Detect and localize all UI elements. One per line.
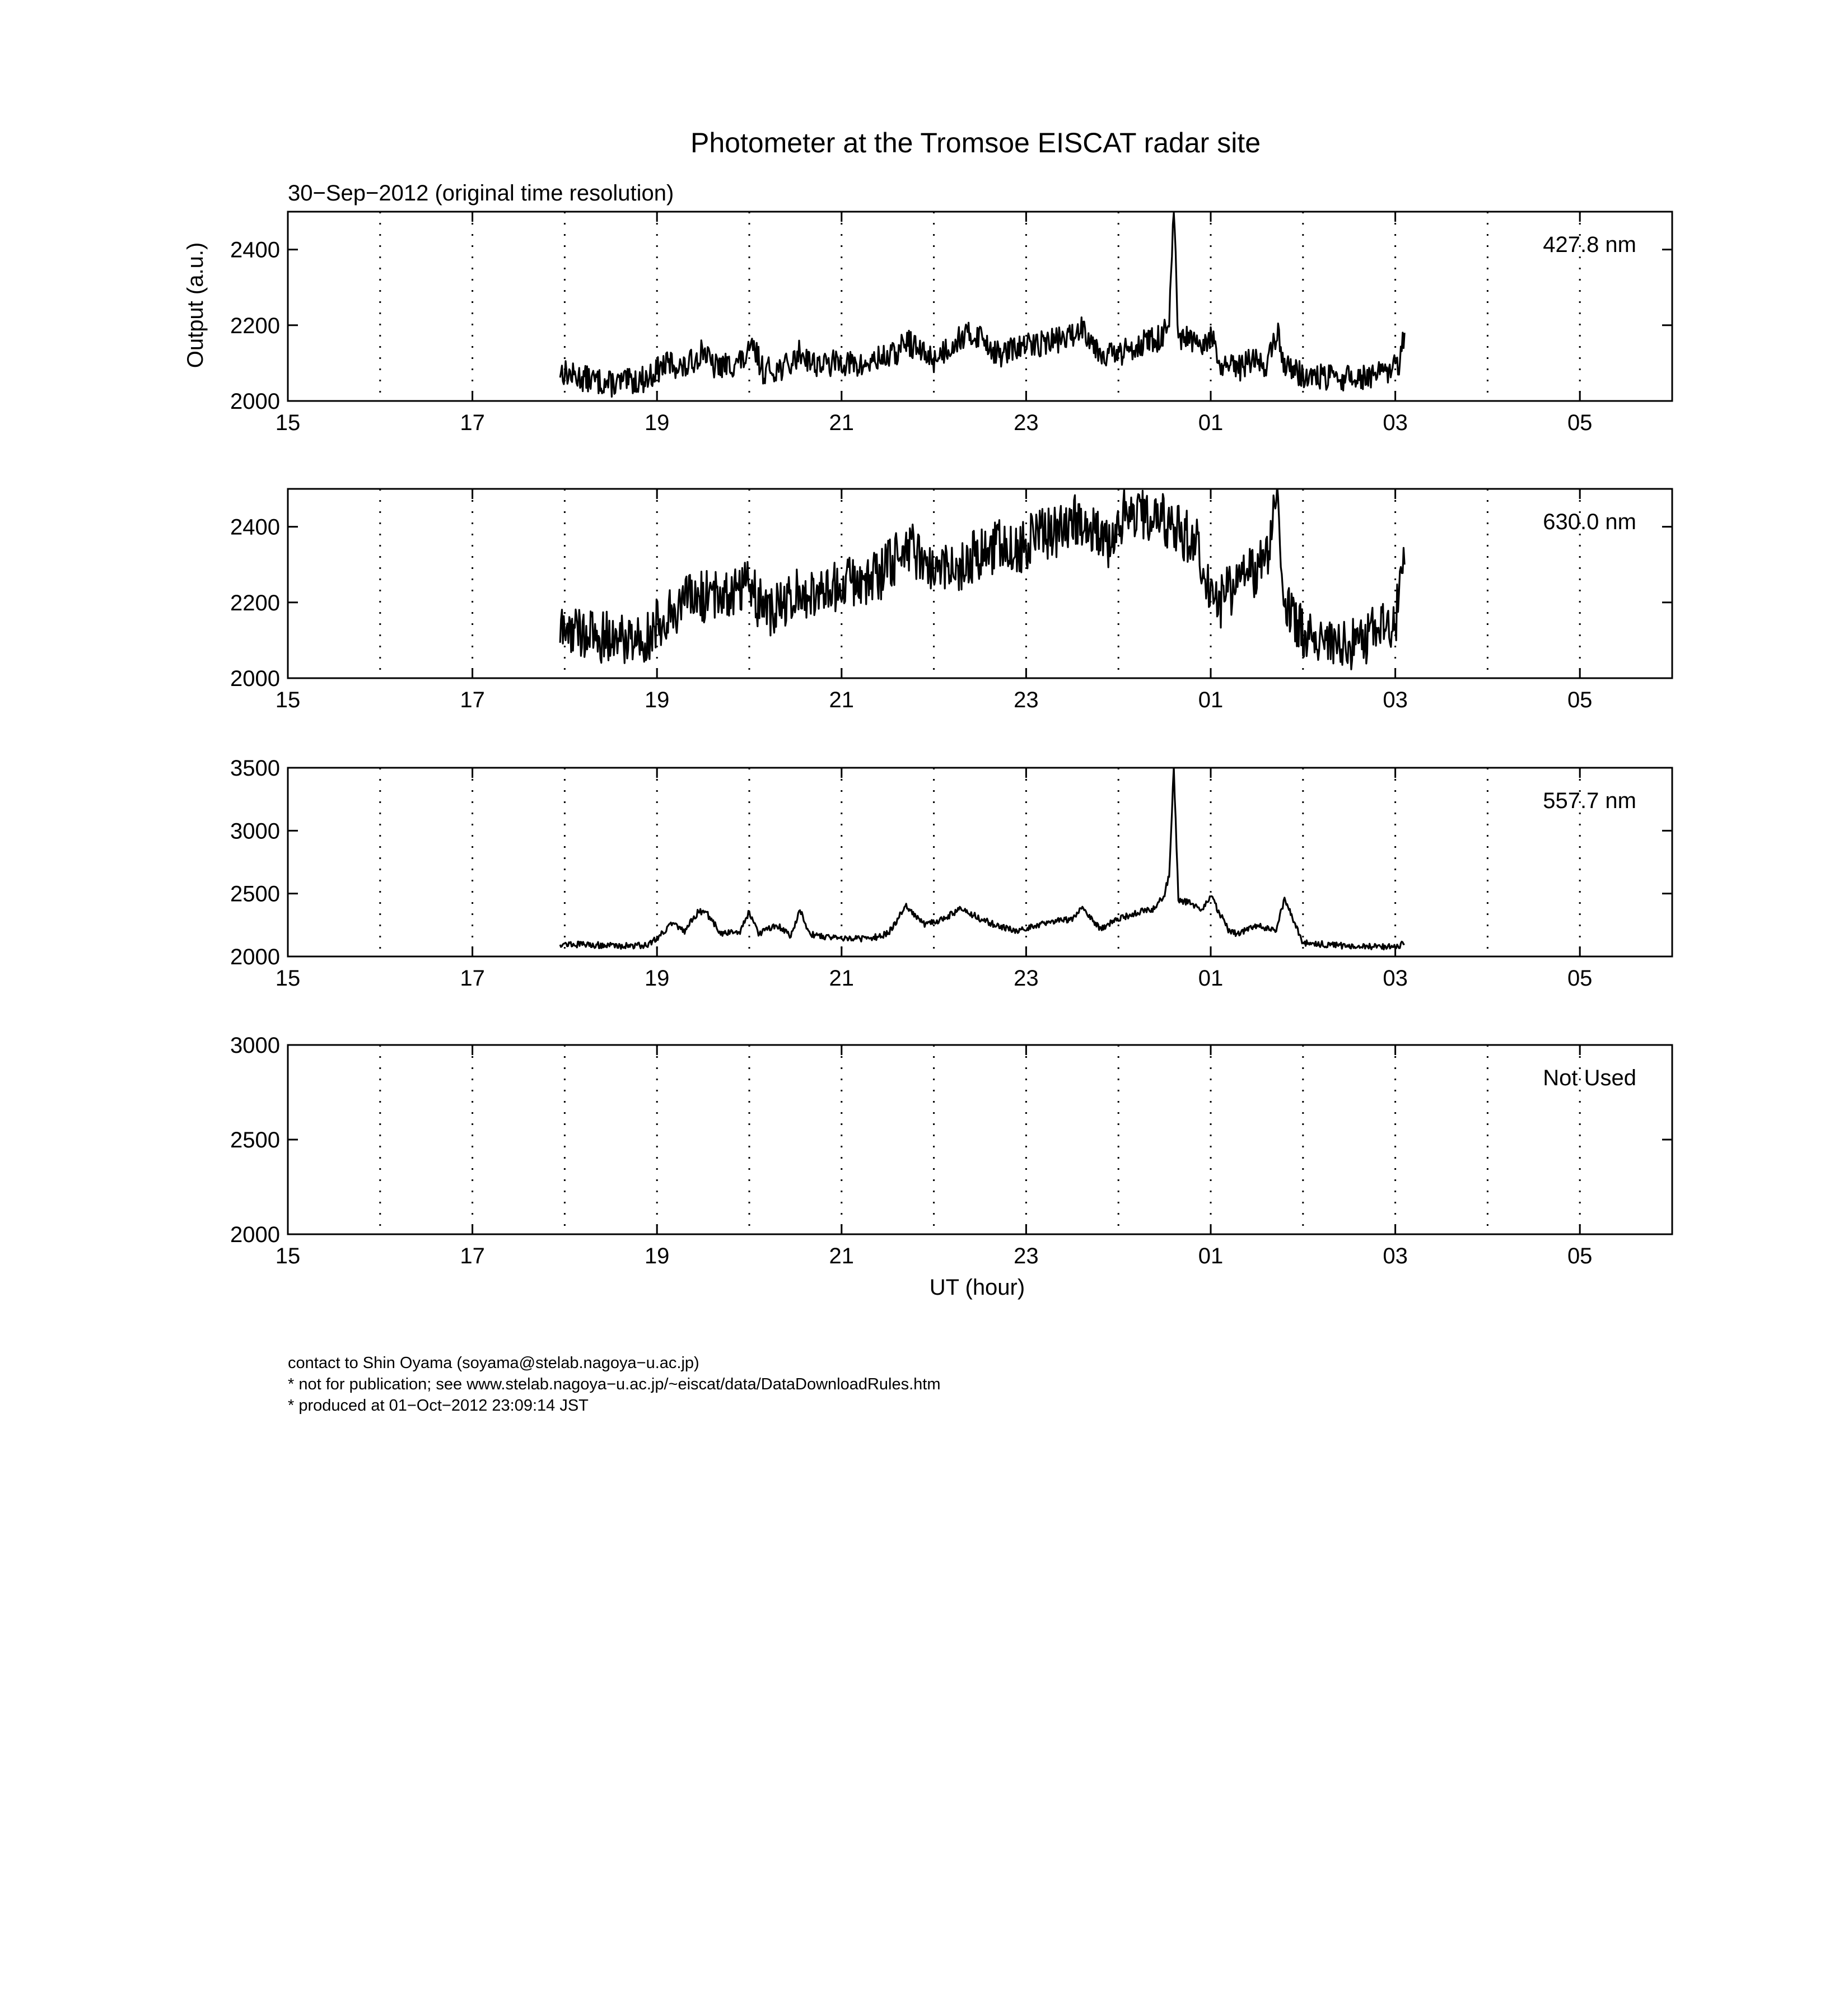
figure-title: Photometer at the Tromsoe EISCAT radar site (690, 127, 1261, 158)
x-tick-label: 17 (460, 1244, 485, 1268)
plot-frame (288, 212, 1672, 401)
x-tick-label: 15 (275, 966, 301, 991)
x-tick-label: 23 (1014, 688, 1039, 712)
y-tick-label: 2200 (230, 313, 280, 338)
x-tick-label: 15 (275, 688, 301, 712)
x-tick-label: 01 (1198, 1244, 1224, 1268)
x-tick-label: 03 (1383, 688, 1408, 712)
y-tick-label: 2000 (230, 945, 280, 969)
y-axis-label: Output (a.u.) (183, 242, 208, 368)
x-tick-label: 19 (644, 966, 670, 991)
x-tick-label: 03 (1383, 966, 1408, 991)
y-tick-label: 3000 (230, 1033, 280, 1058)
y-tick-label: 3500 (230, 756, 280, 781)
x-axis-label: UT (hour) (929, 1275, 1025, 1300)
y-tick-label: 2500 (230, 881, 280, 907)
wavelength-label: 630.0 nm (1543, 510, 1636, 534)
y-tick-label: 2500 (230, 1128, 280, 1152)
x-tick-label: 17 (460, 688, 485, 712)
wavelength-label: 427.8 nm (1543, 232, 1636, 257)
x-tick-label: 05 (1567, 410, 1593, 435)
x-tick-label: 23 (1014, 410, 1039, 435)
y-tick-label: 2400 (230, 237, 280, 263)
footer-notes (288, 1352, 941, 1416)
x-tick-label: 17 (460, 410, 485, 435)
x-tick-label: 01 (1198, 688, 1224, 712)
wavelength-label: 557.7 nm (1543, 788, 1636, 813)
y-tick-label: 2400 (230, 515, 280, 540)
x-tick-label: 19 (644, 688, 670, 712)
y-tick-label: 2000 (230, 666, 280, 691)
plot-frame (288, 768, 1672, 956)
y-tick-label: 2000 (230, 1222, 280, 1247)
x-tick-label: 03 (1383, 410, 1408, 435)
plot-frame (288, 489, 1672, 678)
x-tick-label: 23 (1014, 966, 1039, 991)
y-tick-label: 2000 (230, 389, 280, 414)
x-tick-label: 21 (829, 688, 855, 712)
x-tick-label: 03 (1383, 1244, 1408, 1268)
panel-427-8nm (183, 212, 1672, 435)
x-tick-label: 19 (644, 1244, 670, 1268)
wavelength-label: Not Used (1543, 1066, 1636, 1090)
x-tick-label: 19 (644, 410, 670, 435)
y-tick-label: 3000 (230, 819, 280, 844)
panel-557-7nm (230, 756, 1672, 991)
y-tick-label: 2200 (230, 590, 280, 615)
footer-contact: contact to Shin Oyama (soyama@stelab.nagoya−u.ac.jp) (288, 1354, 699, 1372)
panel-630-0nm (230, 486, 1672, 712)
footer-produced-at: * produced at 01−Oct−2012 23:09:14 JST (288, 1397, 589, 1415)
x-tick-label: 01 (1198, 966, 1224, 991)
x-tick-label: 17 (460, 966, 485, 991)
data-trace (560, 213, 1404, 397)
x-tick-label: 05 (1567, 688, 1593, 712)
figure-subtitle: 30−Sep−2012 (original time resolution) (288, 181, 674, 206)
x-tick-label: 05 (1567, 1244, 1593, 1268)
x-tick-label: 21 (829, 1244, 855, 1268)
plot-frame (288, 1045, 1672, 1234)
data-trace (560, 767, 1404, 950)
data-trace (560, 486, 1404, 670)
panel-not-used (230, 1033, 1672, 1300)
x-tick-label: 05 (1567, 966, 1593, 991)
x-tick-label: 01 (1198, 410, 1224, 435)
x-tick-label: 21 (829, 966, 855, 991)
x-tick-label: 21 (829, 410, 855, 435)
footer-not-for-publication: * not for publication; see www.stelab.nagoya−u.ac.jp/~eiscat/data/DataDownloadRules.htm (288, 1375, 941, 1393)
x-tick-label: 15 (275, 1244, 301, 1268)
x-tick-label: 23 (1014, 1244, 1039, 1268)
x-tick-label: 15 (275, 410, 301, 435)
